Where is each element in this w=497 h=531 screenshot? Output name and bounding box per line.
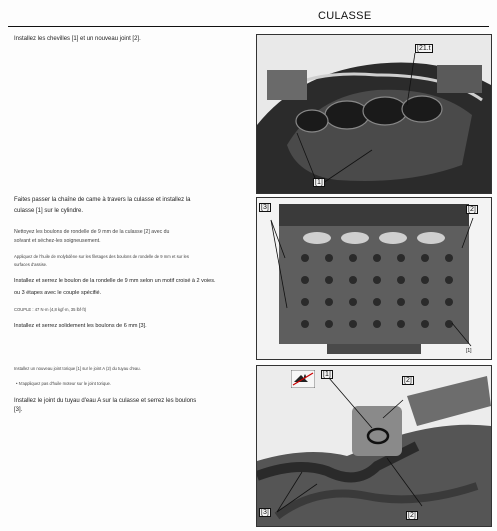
- fig1-callout-1: [1]: [315, 179, 323, 186]
- step-4-line-b: surfaces d'assise.: [14, 262, 48, 267]
- figure-1-photo: [256, 34, 492, 194]
- figure-3-photo: [256, 365, 492, 527]
- figure-3-water-joint-illustration: [257, 366, 491, 526]
- header-rule: [8, 26, 489, 27]
- step-2-line-a: Faites passer la chaîne de came à travers la culasse et installez la: [14, 197, 191, 203]
- fig3-callout-2-bottom: [2]: [408, 512, 416, 519]
- step-10-line-b: [3].: [14, 407, 23, 413]
- oring-note: • N'appliquez pas d'huile moteur sur le joint torique.: [16, 381, 112, 386]
- figure-2-photo: [256, 197, 492, 360]
- step-10-line-a: Installez le joint du tuyau d'eau A sur la culasse et serrez les boulons: [14, 398, 197, 404]
- fig3-callout-1: [1]: [323, 371, 331, 378]
- oil-warning-icon: [291, 370, 315, 388]
- step-5-line-b: ou 3 étapes avec le couple spécifié.: [14, 290, 102, 296]
- step-8-text: Installez un nouveau joint torique [1] sur le joint A (2) du tuyau d'eau.: [14, 366, 141, 371]
- step-3-line-a: Nettoyez les boulons de rondelle de 9 mm de la culasse [2] avec du: [14, 229, 170, 235]
- fig2-callout-2: [2]: [468, 206, 476, 213]
- fig3-callout-3: [3]: [261, 509, 269, 516]
- fig2-callout-3: [3]: [261, 204, 269, 211]
- torque-spec: COUPLE : 47 N·m (4,8 kgf·m, 35 lbf·ft): [14, 307, 87, 312]
- fig3-callout-2-top: [2]: [404, 377, 412, 384]
- step-4-line-a: Appliquez de l'huile de molybdène sur les filetages des boulons de rondelle de 9 mm et sur les: [14, 254, 189, 259]
- step-3-line-b: solvant et séchez-les soigneusement.: [14, 238, 101, 244]
- step-2-line-b: culasse [1] sur le cylindre.: [14, 208, 84, 214]
- fig2-callout-1: [1]: [466, 348, 472, 354]
- step-7-text: Installez et serrez solidement les boulons de 6 mm [3].: [14, 323, 147, 329]
- step-5-line-a: Installez et serrez le boulon de la rondelle de 9 mm selon un motif croisé à 2 voies.: [14, 278, 216, 284]
- fig1-callout-2: [21.t: [417, 45, 431, 52]
- figure-1-engine-illustration: [257, 35, 491, 193]
- step-1-text: Installez les chevilles [1] et un nouveau joint [2].: [14, 36, 141, 42]
- section-title: CULASSE: [318, 10, 372, 22]
- figure-2-cylinder-head-illustration: [257, 198, 491, 359]
